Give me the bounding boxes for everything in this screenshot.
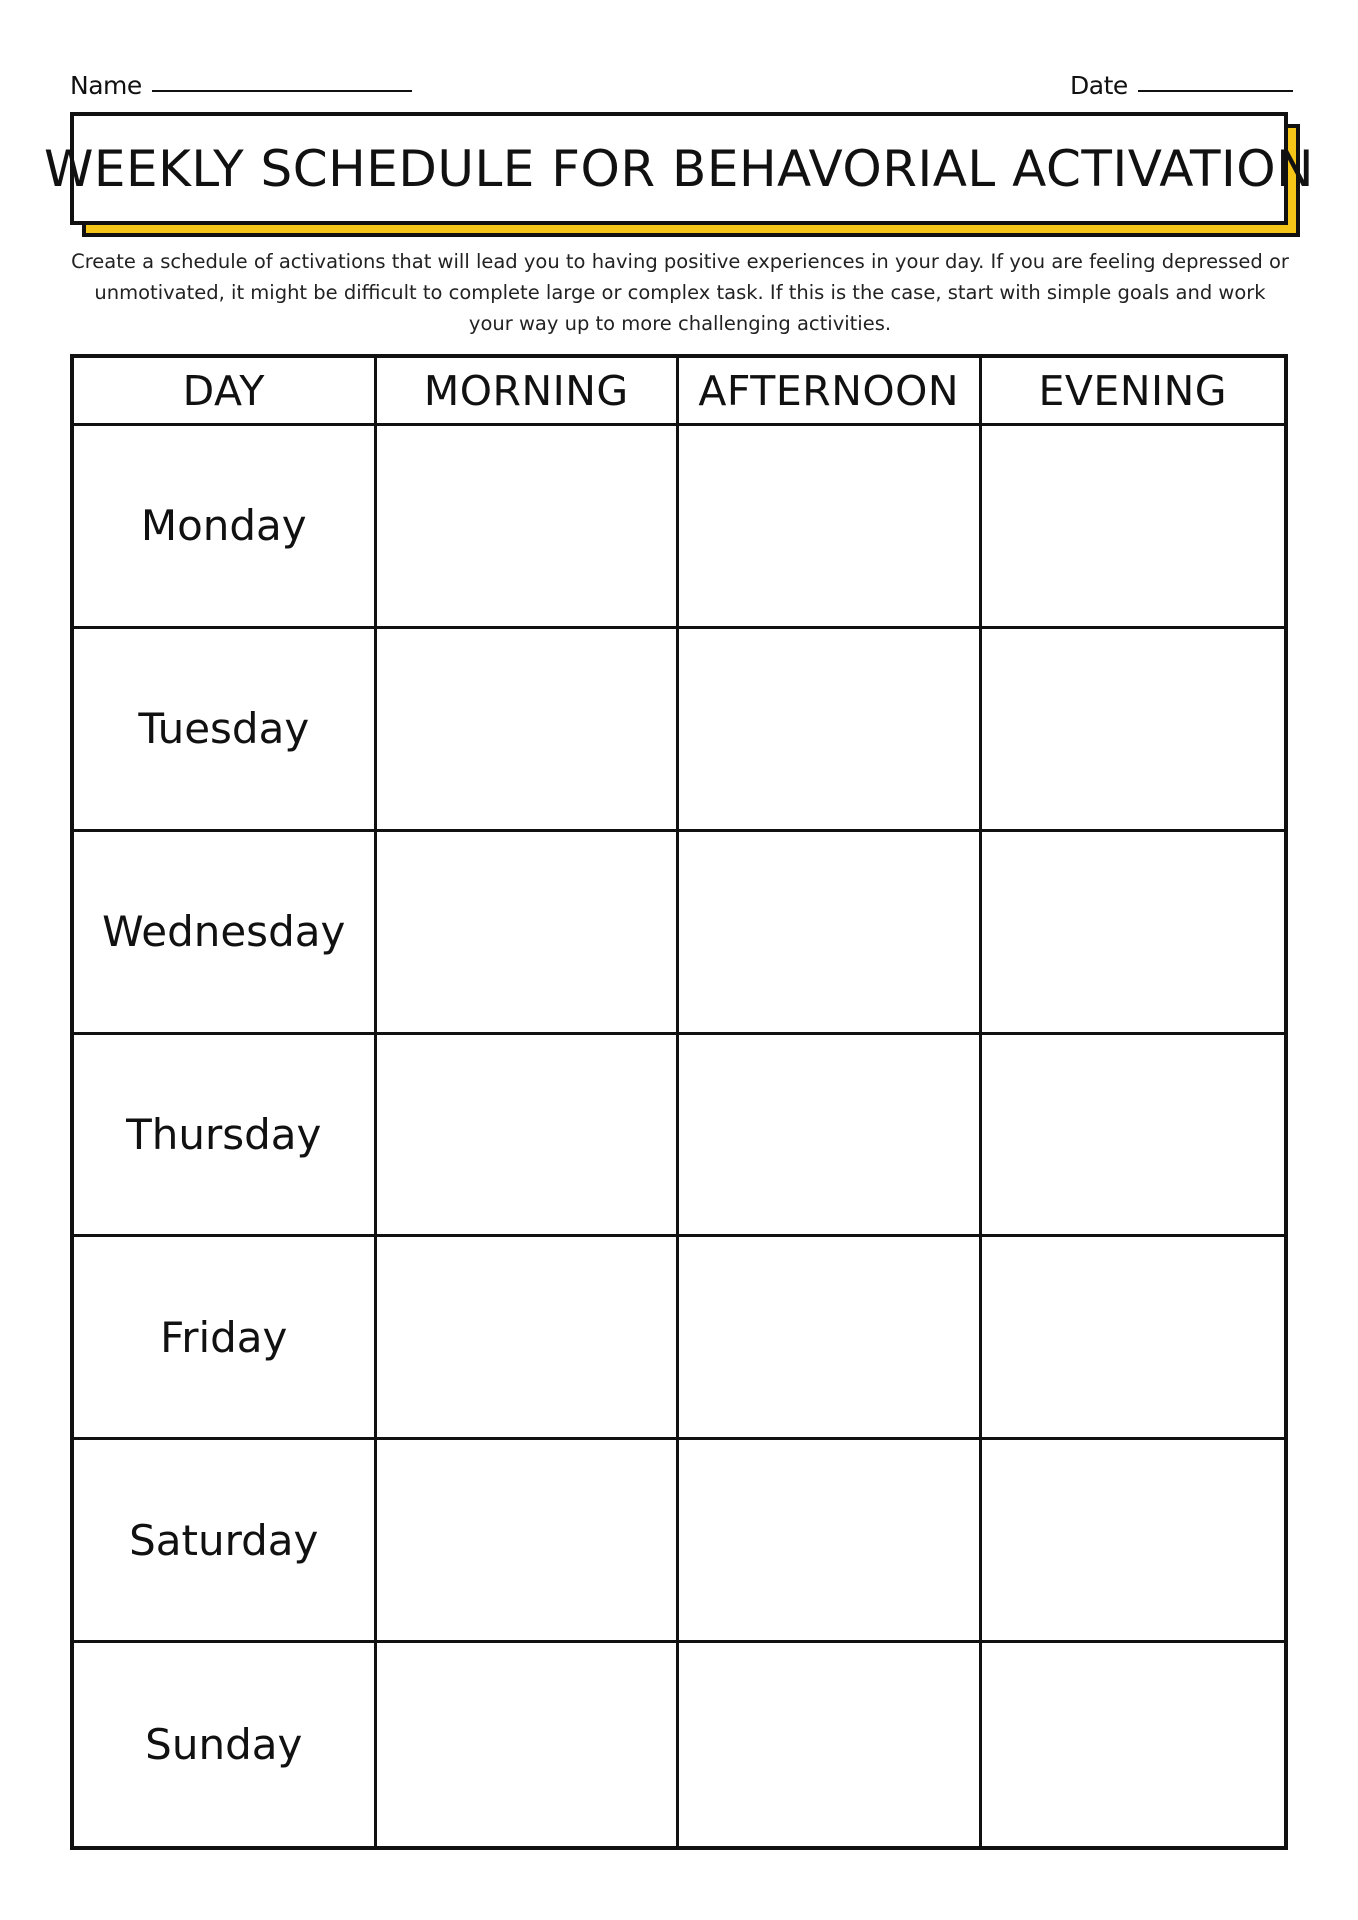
- monday-afternoon-cell[interactable]: [679, 426, 982, 629]
- day-label-wednesday: Wednesday: [74, 832, 377, 1035]
- friday-evening-cell[interactable]: [982, 1237, 1285, 1440]
- thursday-morning-cell[interactable]: [377, 1035, 680, 1238]
- date-field[interactable]: [1070, 66, 1293, 100]
- date-blank-line[interactable]: [1138, 90, 1293, 92]
- name-label: Name: [70, 71, 142, 100]
- thursday-evening-cell[interactable]: [982, 1035, 1285, 1238]
- saturday-morning-cell[interactable]: [377, 1440, 680, 1643]
- saturday-evening-cell[interactable]: [982, 1440, 1285, 1643]
- name-field[interactable]: [70, 66, 412, 100]
- day-label-thursday: Thursday: [74, 1035, 377, 1238]
- day-label-sunday: Sunday: [74, 1643, 377, 1846]
- title-box: [43, 112, 1315, 225]
- wednesday-evening-cell[interactable]: [982, 832, 1285, 1035]
- wednesday-afternoon-cell[interactable]: [679, 832, 982, 1035]
- schedule-table: [70, 354, 1288, 1850]
- column-header-day: DAY: [74, 358, 377, 426]
- column-header-afternoon: AFTERNOON: [679, 358, 982, 426]
- date-label: Date: [1070, 71, 1128, 100]
- friday-afternoon-cell[interactable]: [679, 1237, 982, 1440]
- monday-evening-cell[interactable]: [982, 426, 1285, 629]
- day-label-saturday: Saturday: [74, 1440, 377, 1643]
- sunday-evening-cell[interactable]: [982, 1643, 1285, 1846]
- saturday-afternoon-cell[interactable]: [679, 1440, 982, 1643]
- tuesday-afternoon-cell[interactable]: [679, 629, 982, 832]
- day-label-monday: Monday: [74, 426, 377, 629]
- tuesday-evening-cell[interactable]: [982, 629, 1285, 832]
- name-blank-line[interactable]: [152, 90, 412, 92]
- instructions-text: Create a schedule of activations that will lead you to having positive experiences in your day. If you are feeling depressed or unmotivated, it might be difficult to complete large or complex task. If this is the case, start with simple goals and work your way up to more challenging activities.: [71, 250, 1289, 335]
- sunday-afternoon-cell[interactable]: [679, 1643, 982, 1846]
- page-title: WEEKLY SCHEDULE FOR BEHAVORIAL ACTIVATION: [43, 139, 1315, 198]
- sunday-morning-cell[interactable]: [377, 1643, 680, 1846]
- day-label-friday: Friday: [74, 1237, 377, 1440]
- tuesday-morning-cell[interactable]: [377, 629, 680, 832]
- wednesday-morning-cell[interactable]: [377, 832, 680, 1035]
- thursday-afternoon-cell[interactable]: [679, 1035, 982, 1238]
- monday-morning-cell[interactable]: [377, 426, 680, 629]
- day-label-tuesday: Tuesday: [74, 629, 377, 832]
- friday-morning-cell[interactable]: [377, 1237, 680, 1440]
- column-header-evening: EVENING: [982, 358, 1285, 426]
- column-header-morning: MORNING: [377, 358, 680, 426]
